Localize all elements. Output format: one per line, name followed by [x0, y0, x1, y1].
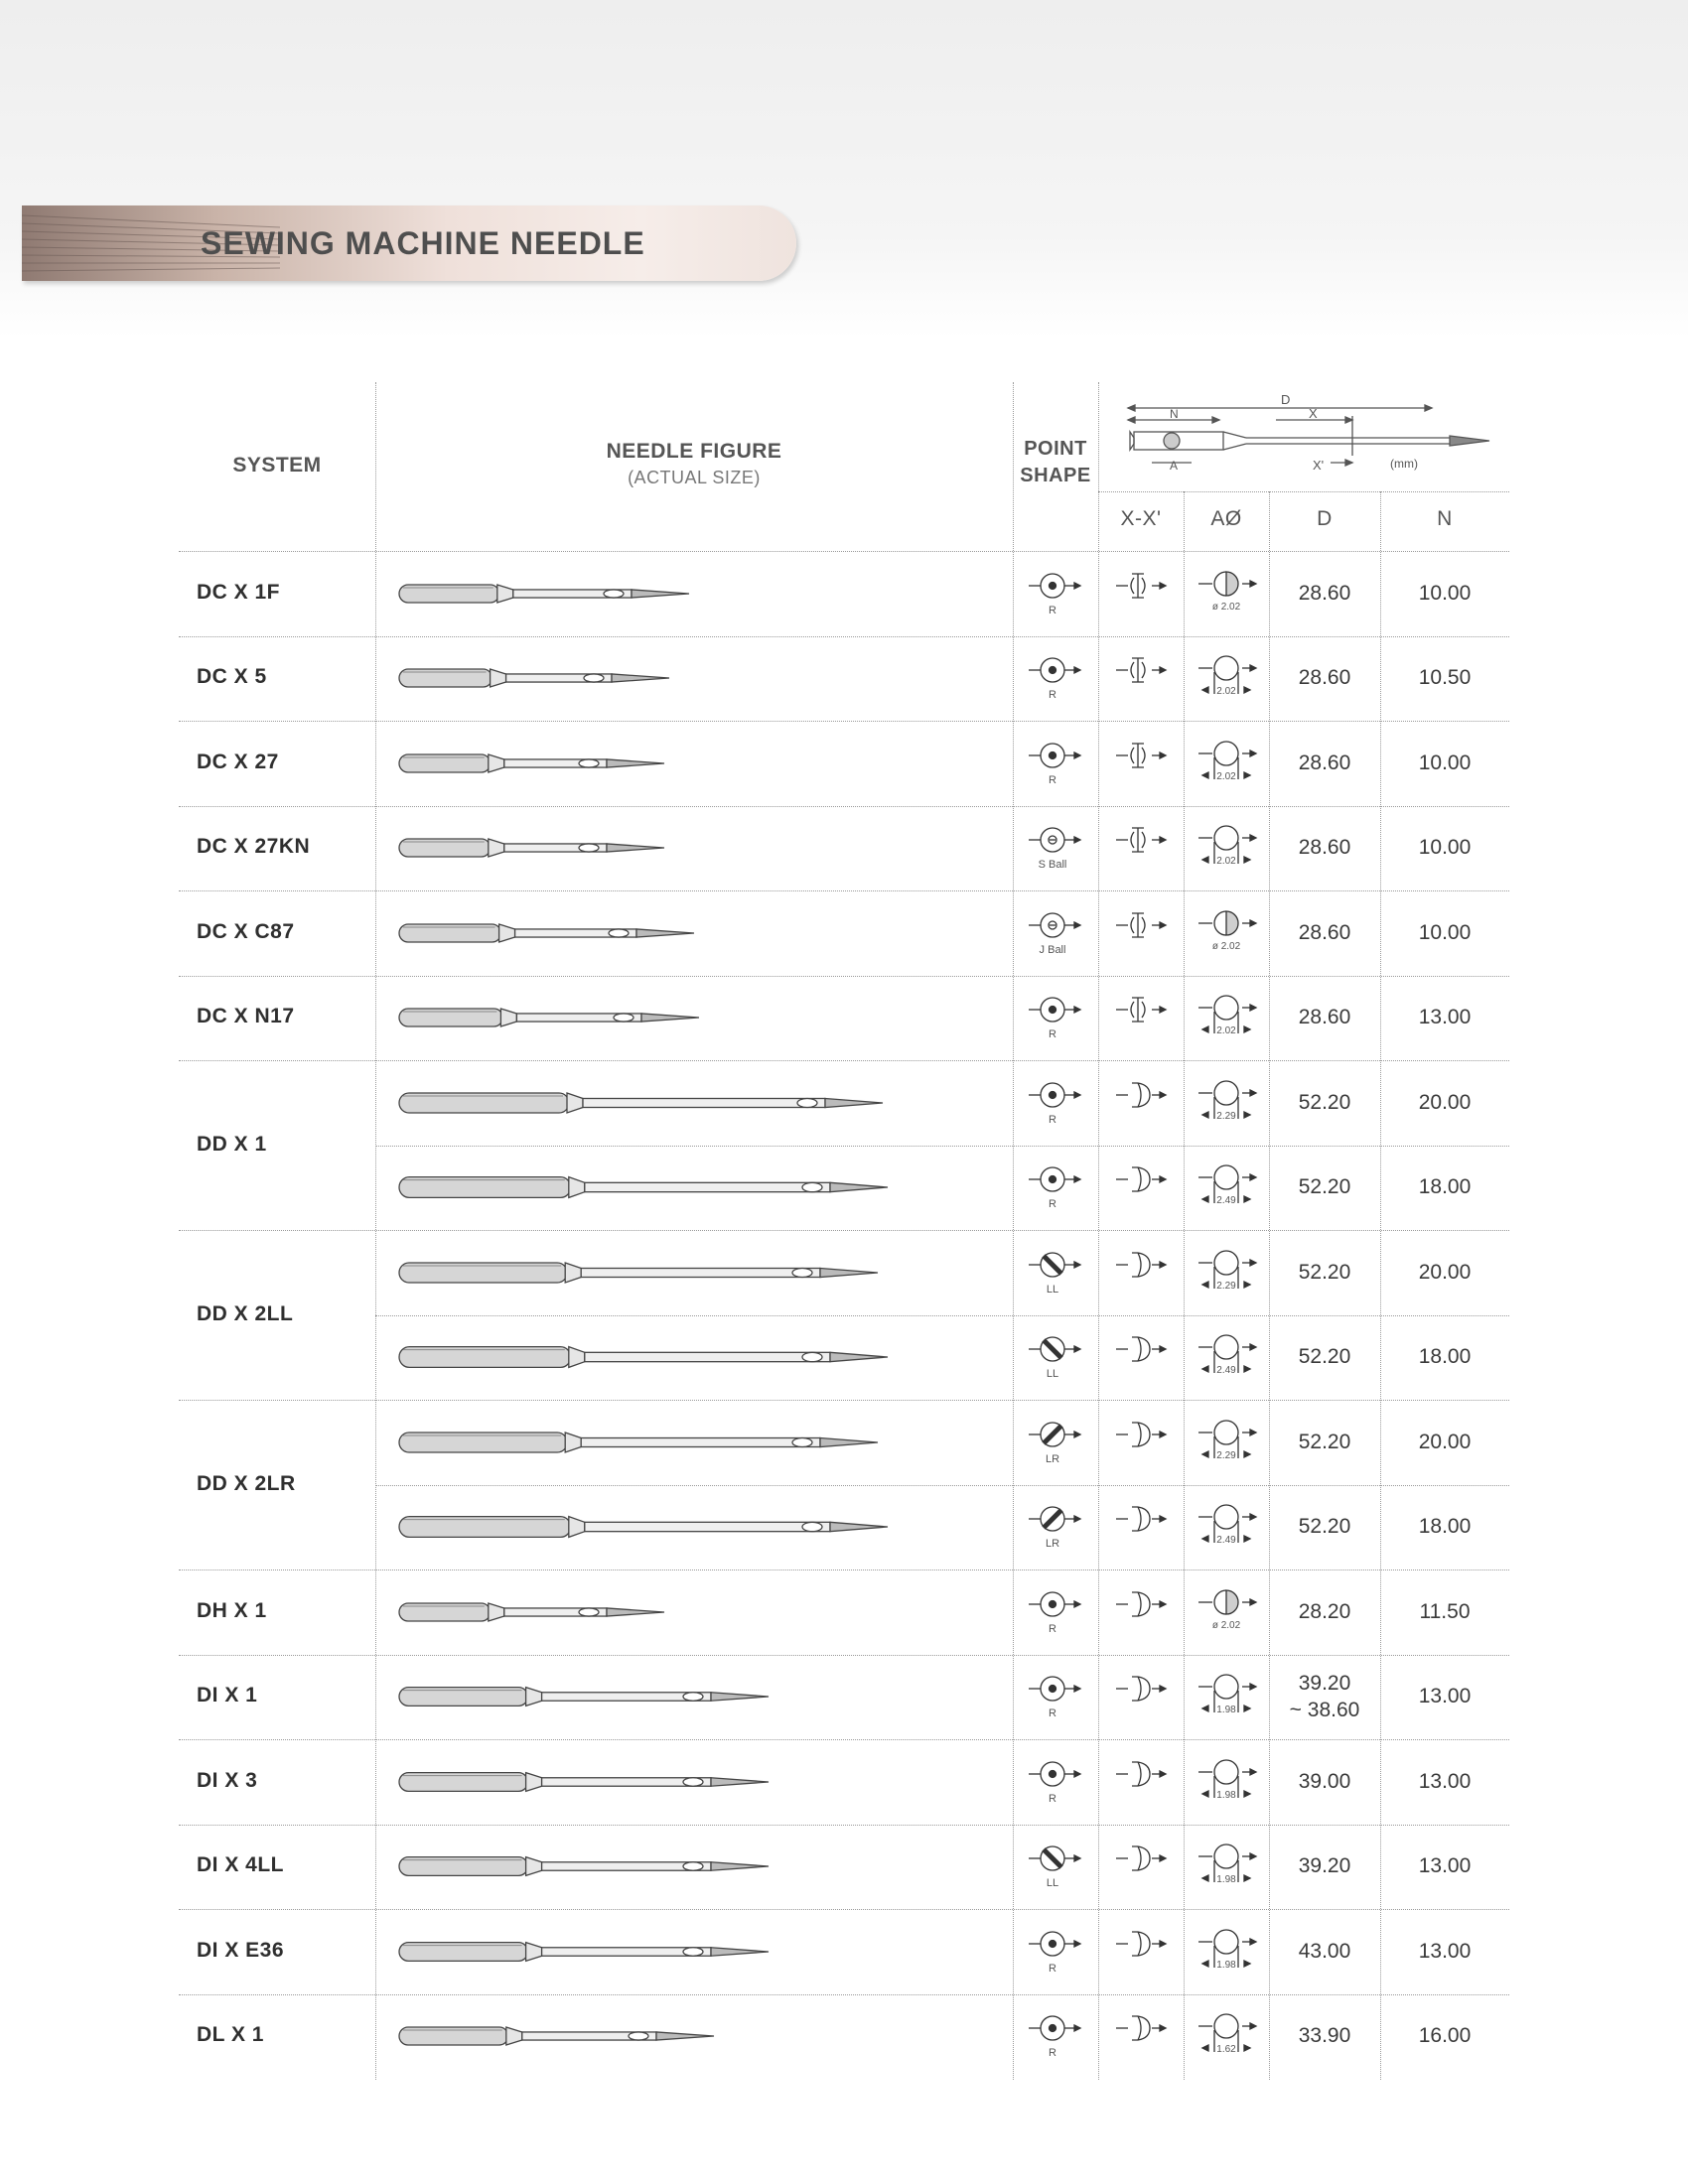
- header-n: N: [1437, 507, 1453, 530]
- xx-section-icon: [1108, 648, 1178, 708]
- point-shape-label: R: [1049, 1962, 1056, 1975]
- point-shape-icon: [1023, 1327, 1092, 1387]
- point-shape-label: R: [1049, 604, 1056, 616]
- a-diameter-label: 2.49: [1216, 1195, 1236, 1207]
- d-value: 39.20: [1298, 1672, 1351, 1696]
- column-divider: [375, 382, 376, 2080]
- a-diameter-label: ø 2.02: [1211, 1619, 1241, 1631]
- xx-section-icon: [1108, 1413, 1178, 1472]
- point-shape-icon: [1023, 1837, 1092, 1896]
- header-needle-figure: NEEDLE FIGURE: [606, 440, 782, 463]
- point-shape-label: R: [1049, 689, 1056, 702]
- point-shape-icon: [1023, 1582, 1092, 1642]
- needle-figure: [397, 998, 705, 1037]
- a-diameter-icon: [1189, 986, 1268, 1049]
- point-shape-icon: [1023, 2006, 1092, 2066]
- n-value: 13.00: [1418, 1685, 1472, 1708]
- header-point-line2: SHAPE: [1020, 465, 1091, 486]
- point-shape-label: R: [1049, 1198, 1056, 1211]
- header-system: SYSTEM: [232, 454, 322, 477]
- point-shape-label: R: [1049, 773, 1056, 786]
- d-value: 28.60: [1298, 1006, 1351, 1029]
- diagram-label-a: A: [1170, 459, 1179, 473]
- xx-section-icon: [1108, 1497, 1178, 1557]
- point-shape-icon: [1023, 648, 1092, 708]
- a-diameter-icon: [1189, 1241, 1268, 1304]
- row-divider: [179, 890, 1509, 891]
- needle-figure: [397, 913, 700, 953]
- xx-section-icon: [1108, 1582, 1178, 1642]
- row-divider: [375, 1146, 1509, 1147]
- d-value: 52.20: [1298, 1515, 1351, 1539]
- a-diameter-icon: [1189, 1580, 1268, 1644]
- system-label: DI X E36: [197, 1938, 285, 1962]
- a-diameter-label: 1.98: [1216, 1959, 1236, 1971]
- xx-section-icon: [1108, 818, 1178, 878]
- a-diameter-label: 2.29: [1216, 1280, 1236, 1292]
- row-divider: [375, 1315, 1509, 1316]
- header-divider: [1098, 491, 1509, 492]
- row-divider: [179, 1825, 1509, 1826]
- n-value: 13.00: [1418, 1854, 1472, 1878]
- d-value: 28.60: [1298, 920, 1351, 944]
- column-divider: [1269, 491, 1270, 2080]
- n-value: 16.00: [1418, 2024, 1472, 2048]
- point-shape-label: R: [1049, 1113, 1056, 1126]
- a-diameter-label: 2.02: [1216, 686, 1236, 698]
- a-diameter-label: 1.62: [1216, 2044, 1236, 2056]
- system-label: DI X 1: [197, 1684, 258, 1707]
- xx-section-icon: [1108, 1837, 1178, 1896]
- row-divider: [179, 1739, 1509, 1740]
- page-title: SEWING MACHINE NEEDLE: [201, 225, 645, 261]
- system-label: DD X 1: [197, 1132, 267, 1156]
- needle-figure: [397, 744, 670, 783]
- needle-figure: [397, 1677, 774, 1716]
- point-shape-icon: [1023, 734, 1092, 793]
- row-divider: [179, 721, 1509, 722]
- system-label: DD X 2LL: [197, 1301, 294, 1325]
- d-value: 52.20: [1298, 1260, 1351, 1284]
- d-value: 43.00: [1298, 1939, 1351, 1963]
- a-diameter-label: 2.02: [1216, 856, 1236, 868]
- point-shape-label: LR: [1045, 1538, 1060, 1551]
- d-value: 28.60: [1298, 581, 1351, 605]
- a-diameter-icon: [1189, 2004, 1268, 2068]
- xx-section-icon: [1108, 903, 1178, 963]
- needle-figure: [397, 1083, 889, 1123]
- point-shape-icon: [1023, 1497, 1092, 1557]
- point-shape-label: LR: [1045, 1452, 1060, 1465]
- point-shape-icon: [1023, 1158, 1092, 1217]
- system-label: DC X N17: [197, 1005, 295, 1028]
- d-value: 28.20: [1298, 1599, 1351, 1623]
- a-diameter-icon: [1189, 1411, 1268, 1474]
- a-diameter-label: 2.02: [1216, 770, 1236, 782]
- needle-figure: [397, 1846, 774, 1886]
- system-label: DC X 27KN: [197, 835, 311, 859]
- a-diameter-label: 1.98: [1216, 1789, 1236, 1801]
- n-value: 18.00: [1418, 1345, 1472, 1369]
- d-value: 39.20: [1298, 1854, 1351, 1878]
- d-value: 28.60: [1298, 666, 1351, 690]
- point-shape-icon: [1023, 903, 1092, 963]
- d-value: 52.20: [1298, 1090, 1351, 1114]
- point-shape-label: R: [1049, 1622, 1056, 1635]
- a-diameter-icon: [1189, 1920, 1268, 1983]
- system-label: DC X 27: [197, 750, 279, 773]
- needle-dimension-diagram: [1122, 388, 1499, 485]
- a-diameter-label: ø 2.02: [1211, 601, 1241, 613]
- n-value: 18.00: [1418, 1175, 1472, 1199]
- xx-section-icon: [1108, 564, 1178, 623]
- diagram-label-d: D: [1281, 392, 1291, 407]
- n-value: 13.00: [1418, 1769, 1472, 1793]
- header-point-line1: POINT: [1024, 438, 1087, 460]
- n-value: 20.00: [1418, 1090, 1472, 1114]
- header-a: AØ: [1210, 507, 1242, 530]
- column-divider: [1380, 491, 1381, 2080]
- system-label: DC X C87: [197, 919, 295, 943]
- point-shape-label: LL: [1046, 1877, 1059, 1890]
- a-diameter-icon: [1189, 646, 1268, 710]
- needle-figure: [397, 1932, 774, 1972]
- diagram-unit: (mm): [1390, 457, 1418, 471]
- point-shape-icon: [1023, 1922, 1092, 1981]
- d-value: 33.90: [1298, 2024, 1351, 2048]
- point-shape-icon: [1023, 988, 1092, 1047]
- a-diameter-label: 2.49: [1216, 1365, 1236, 1377]
- a-diameter-icon: [1189, 1495, 1268, 1559]
- n-value: 20.00: [1418, 1430, 1472, 1453]
- header-actual-size: (ACTUAL SIZE): [628, 468, 761, 487]
- needle-figure: [397, 1423, 884, 1462]
- row-divider: [179, 1400, 1509, 1401]
- needle-figure: [397, 2016, 720, 2056]
- a-diameter-icon: [1189, 1325, 1268, 1389]
- row-divider: [179, 636, 1509, 637]
- system-label: DC X 5: [197, 665, 267, 689]
- xx-section-icon: [1108, 1327, 1178, 1387]
- xx-section-icon: [1108, 1752, 1178, 1812]
- point-shape-icon: [1023, 1243, 1092, 1302]
- needle-figure: [397, 574, 695, 614]
- diagram-label-n: N: [1170, 407, 1179, 421]
- a-diameter-label: 1.98: [1216, 1705, 1236, 1716]
- column-divider: [1098, 382, 1099, 2080]
- n-value: 10.50: [1418, 666, 1472, 690]
- d-value: 52.20: [1298, 1175, 1351, 1199]
- system-label: DL X 1: [197, 2023, 264, 2047]
- a-diameter-icon: [1189, 1071, 1268, 1135]
- system-label: DI X 4LL: [197, 1853, 285, 1877]
- point-shape-icon: [1023, 564, 1092, 623]
- row-divider: [179, 1060, 1509, 1061]
- column-divider: [1184, 491, 1185, 2080]
- xx-section-icon: [1108, 2006, 1178, 2066]
- needle-figure: [397, 1592, 670, 1632]
- row-divider: [179, 1230, 1509, 1231]
- a-diameter-label: 1.98: [1216, 1874, 1236, 1886]
- a-diameter-label: 2.29: [1216, 1449, 1236, 1461]
- a-diameter-icon: [1189, 901, 1268, 965]
- point-shape-label: R: [1049, 1028, 1056, 1041]
- n-value: 10.00: [1418, 581, 1472, 605]
- needle-figure: [397, 1762, 774, 1802]
- needle-figure: [397, 828, 670, 868]
- a-diameter-icon: [1189, 1750, 1268, 1814]
- n-value: 20.00: [1418, 1260, 1472, 1284]
- a-diameter-icon: [1189, 562, 1268, 625]
- d-value: 28.60: [1298, 836, 1351, 860]
- xx-section-icon: [1108, 1158, 1178, 1217]
- title-banner: [22, 205, 796, 281]
- n-value: 13.00: [1418, 1006, 1472, 1029]
- a-diameter-label: 2.49: [1216, 1535, 1236, 1547]
- d-value: 52.20: [1298, 1345, 1351, 1369]
- d-value: 28.60: [1298, 751, 1351, 774]
- system-label: DH X 1: [197, 1598, 267, 1622]
- xx-section-icon: [1108, 1667, 1178, 1726]
- point-shape-label: R: [1049, 2047, 1056, 2060]
- d-value: 52.20: [1298, 1430, 1351, 1453]
- point-shape-label: R: [1049, 1707, 1056, 1720]
- a-diameter-label: 2.02: [1216, 1025, 1236, 1037]
- point-shape-icon: [1023, 1073, 1092, 1133]
- point-shape-label: LL: [1046, 1283, 1059, 1296]
- n-value: 10.00: [1418, 751, 1472, 774]
- row-divider: [179, 551, 1509, 552]
- point-shape-label: J Ball: [1039, 943, 1066, 956]
- xx-section-icon: [1108, 734, 1178, 793]
- point-shape-icon: [1023, 1752, 1092, 1812]
- row-divider: [375, 1485, 1509, 1486]
- needle-figure: [397, 1337, 894, 1377]
- d-value-range: ~ 38.60: [1289, 1699, 1360, 1722]
- point-shape-label: R: [1049, 1792, 1056, 1805]
- xx-section-icon: [1108, 1243, 1178, 1302]
- n-value: 10.00: [1418, 836, 1472, 860]
- n-value: 18.00: [1418, 1515, 1472, 1539]
- needle-figure: [397, 1167, 894, 1207]
- a-diameter-icon: [1189, 1835, 1268, 1898]
- a-diameter-icon: [1189, 1156, 1268, 1219]
- a-diameter-icon: [1189, 1665, 1268, 1728]
- n-value: 11.50: [1419, 1599, 1471, 1623]
- n-value: 10.00: [1418, 920, 1472, 944]
- row-divider: [179, 976, 1509, 977]
- point-shape-icon: [1023, 818, 1092, 878]
- n-value: 13.00: [1418, 1939, 1472, 1963]
- header-background: [0, 0, 1688, 338]
- a-diameter-icon: [1189, 732, 1268, 795]
- a-diameter-icon: [1189, 816, 1268, 880]
- header-d: D: [1317, 507, 1333, 530]
- header-xx: X-X': [1120, 507, 1162, 530]
- point-shape-label: LL: [1046, 1368, 1059, 1381]
- d-value: 39.00: [1298, 1769, 1351, 1793]
- xx-section-icon: [1108, 1073, 1178, 1133]
- xx-section-icon: [1108, 1922, 1178, 1981]
- needle-figure: [397, 1253, 884, 1293]
- row-divider: [179, 1909, 1509, 1910]
- system-label: DC X 1F: [197, 580, 281, 604]
- point-shape-icon: [1023, 1667, 1092, 1726]
- a-diameter-label: 2.29: [1216, 1110, 1236, 1122]
- xx-section-icon: [1108, 988, 1178, 1047]
- diagram-label-xp: X': [1313, 458, 1325, 473]
- point-shape-label: S Ball: [1038, 859, 1067, 872]
- system-label: DI X 3: [197, 1768, 258, 1792]
- needle-figure: [397, 658, 675, 698]
- column-divider: [1013, 382, 1014, 2080]
- needle-figure: [397, 1507, 894, 1547]
- system-label: DD X 2LR: [197, 1471, 296, 1495]
- point-shape-icon: [1023, 1413, 1092, 1472]
- row-divider: [179, 1994, 1509, 1995]
- diagram-label-x: X: [1309, 406, 1318, 421]
- row-divider: [179, 806, 1509, 807]
- a-diameter-label: ø 2.02: [1211, 940, 1241, 952]
- row-divider: [179, 1655, 1509, 1656]
